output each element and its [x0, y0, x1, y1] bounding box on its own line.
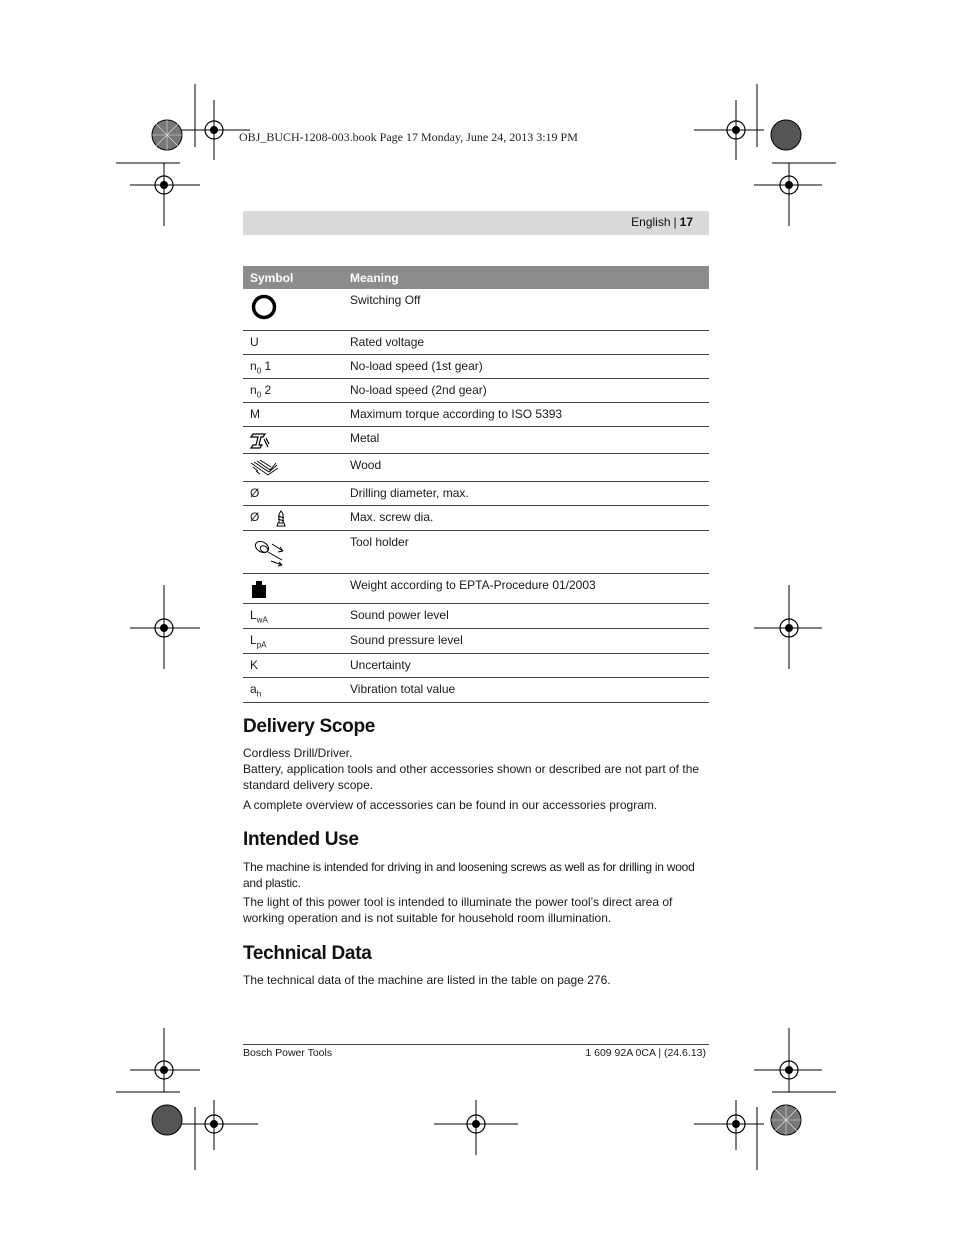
table-row: [243, 427, 709, 454]
table-cell-meaning: Sound pressure level: [343, 629, 709, 653]
table-row: [243, 403, 709, 427]
column-header-symbol: Symbol: [243, 266, 343, 289]
table-cell-meaning: Max. screw dia.: [343, 506, 709, 531]
footer-doc-number: 1 609 92A 0CA | (24.6.13): [585, 1047, 706, 1059]
table-cell-meaning: Switching Off: [343, 289, 709, 330]
table-row: [243, 653, 709, 677]
table-cell-symbol: $L_{wA}$: [243, 604, 343, 629]
table-cell-symbol: Ø: [243, 482, 343, 506]
footer-brand: Bosch Power Tools: [243, 1047, 333, 1059]
delivery-scope-heading: Delivery Scope: [243, 716, 376, 737]
table-row: [243, 482, 709, 506]
table-cell-symbol: K: [243, 653, 343, 677]
intended-use-paragraph-1: The machine is intended for driving in and loosening screws as well as for drilling in wood and plastic.: [243, 860, 695, 890]
header-language: English: [631, 215, 671, 229]
table-row: [243, 629, 709, 653]
page-number: 17: [679, 215, 693, 229]
table-cell-symbol: $n_0$ 2: [243, 378, 343, 402]
table-row: [243, 677, 709, 702]
table-cell-meaning: Vibration total value: [343, 677, 709, 702]
delivery-scope-paragraph-3: A complete overview of accessories can be found in our accessories program.: [243, 798, 658, 812]
tool-holder-icon: [250, 535, 290, 567]
table-cell-symbol: U: [243, 330, 343, 354]
table-row: [243, 289, 709, 330]
table-row: [243, 506, 709, 531]
technical-data-heading: Technical Data: [243, 943, 372, 964]
screw-icon: [273, 510, 289, 528]
weight-icon: [250, 578, 270, 600]
table-row: [243, 454, 709, 482]
print-slug: OBJ_BUCH-1208-003.book Page 17 Monday, June 24, 2013 3:19 PM: [239, 130, 578, 144]
header-text: [631, 215, 693, 229]
table-cell-meaning: Tool holder: [343, 531, 709, 574]
table-cell-meaning: No-load speed (1st gear): [343, 354, 709, 378]
table-cell-symbol: $L_{pA}$: [243, 629, 343, 653]
table-cell-symbol: Ø: [250, 510, 260, 525]
column-header-meaning: Meaning: [343, 266, 709, 289]
wood-icon: [250, 458, 280, 478]
header-separator: |: [673, 215, 677, 229]
table-cell-meaning: Metal: [343, 427, 709, 454]
table-cell-meaning: Wood: [343, 454, 709, 482]
table-row: [243, 378, 709, 402]
table-cell-meaning: Rated voltage: [343, 330, 709, 354]
table-row: [243, 330, 709, 354]
table-header-row: [243, 266, 709, 289]
footer-divider: [243, 1044, 709, 1045]
table-row: [243, 531, 709, 574]
table-cell-meaning: Drilling diameter, max.: [343, 482, 709, 506]
delivery-scope-paragraph-2: Battery, application tools and other accessories shown or described are not part of the standard delivery scope.: [243, 762, 700, 792]
table-cell-meaning: No-load speed (2nd gear): [343, 378, 709, 402]
switch-off-ring-icon: [250, 293, 278, 321]
table-cell-symbol: $n_0$ 1: [243, 354, 343, 378]
symbol-table: [243, 266, 709, 703]
technical-data-paragraph-1: The technical data of the machine are listed in the table on page 276.: [243, 973, 611, 987]
table-cell-meaning: Uncertainty: [343, 653, 709, 677]
table-row: [243, 354, 709, 378]
table-cell-meaning: Weight according to EPTA-Procedure 01/2003: [343, 574, 709, 604]
delivery-scope-paragraph-1: Cordless Drill/Driver.: [243, 746, 353, 760]
page-header: [243, 211, 709, 235]
metal-icon: [250, 431, 270, 451]
table-cell-meaning: Sound power level: [343, 604, 709, 629]
table-cell-symbol: M: [243, 403, 343, 427]
intended-use-paragraph-2: The light of this power tool is intended to illuminate the power tool’s direct area of working operation and is not suitable for household room illumination.: [243, 895, 673, 925]
table-cell-meaning: Maximum torque according to ISO 5393: [343, 403, 709, 427]
table-row: [243, 604, 709, 629]
table-cell-symbol: $a_h$: [243, 677, 343, 702]
intended-use-heading: Intended Use: [243, 829, 359, 850]
table-row: [243, 574, 709, 604]
